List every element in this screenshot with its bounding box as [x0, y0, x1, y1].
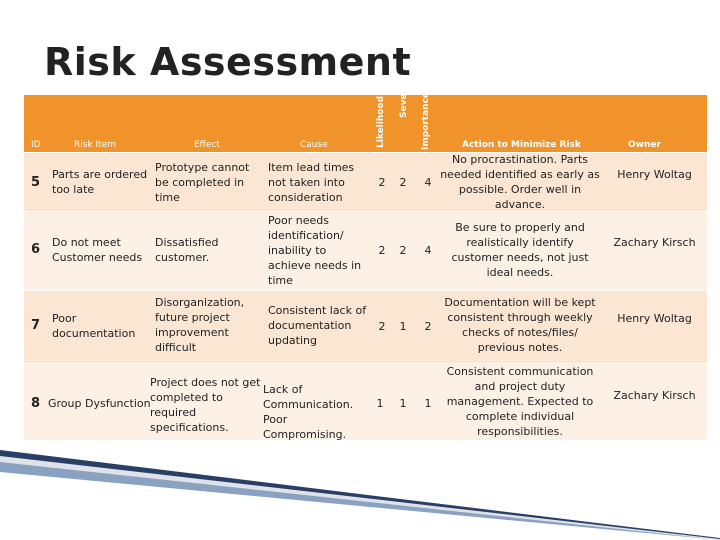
row-id: 6 — [31, 242, 41, 257]
cause-cell: Poor needs identification/ inability to achieve needs in time — [268, 214, 362, 287]
decorative-stripe — [0, 450, 720, 540]
effect-cell: Dissatisfied customer. — [155, 236, 219, 264]
risk-item-cell: Do not meet Customer needs — [52, 236, 143, 264]
likelihood-cell: 1 — [376, 397, 384, 410]
table-header — [24, 95, 707, 152]
importance-cell: 2 — [424, 320, 432, 333]
page-title: Risk Assessment — [44, 40, 412, 84]
likelihood-cell: 2 — [378, 176, 386, 189]
cause-cell: Consistent lack of documentation updating — [268, 304, 367, 347]
effect-cell: Project does not get completed to required specifications. — [150, 376, 261, 434]
action-cell: No procrastination. Parts needed identified as early as possible. Order well in advance. — [440, 153, 600, 211]
header-importance: Importance — [421, 91, 431, 150]
action-cell: Documentation will be kept consistent through weekly checks of notes/files/ previous notes. — [444, 296, 596, 354]
header-cause: Cause — [300, 140, 328, 150]
importance-cell: 1 — [424, 397, 432, 410]
severity-cell: 2 — [399, 176, 407, 189]
owner-cell: Henry Woltag — [617, 168, 692, 181]
header-id: ID — [31, 140, 41, 150]
importance-cell: 4 — [424, 176, 432, 189]
owner-cell: Zachary Kirsch — [613, 389, 696, 402]
risk-item-cell: Group Dysfunction — [48, 397, 151, 410]
owner-cell: Zachary Kirsch — [613, 236, 696, 249]
severity-cell: 2 — [399, 244, 407, 257]
header-action: Action to Minimize Risk — [462, 140, 581, 150]
cause-cell: Lack of Communication. Poor Compromising. — [263, 383, 354, 441]
likelihood-cell: 2 — [378, 320, 386, 333]
likelihood-cell: 2 — [378, 244, 386, 257]
header-effect: Effect — [194, 140, 220, 150]
row-id: 8 — [31, 396, 41, 411]
header-risk-item: Risk Item — [74, 140, 117, 150]
effect-cell: Disorganization, future project improvement difficult — [155, 296, 245, 354]
header-owner: Owner — [628, 140, 661, 150]
header-likelihood: Likelihood — [376, 95, 386, 148]
risk-item-cell: Parts are ordered too late — [52, 168, 148, 196]
importance-cell: 4 — [424, 244, 432, 257]
action-cell: Consistent communication and project duty management. Expected to complete individual responsibilities. — [446, 365, 594, 438]
action-cell: Be sure to properly and realistically identify customer needs, not just ideal needs. — [451, 221, 589, 279]
row-id: 7 — [31, 318, 41, 333]
effect-cell: Prototype cannot be completed in time — [155, 161, 250, 204]
severity-cell: 1 — [399, 320, 407, 333]
severity-cell: 1 — [399, 397, 407, 410]
row-id: 5 — [31, 175, 41, 190]
risk-item-cell: Poor documentation — [52, 312, 136, 340]
cause-cell: Item lead times not taken into consideration — [268, 161, 355, 204]
header-severity: Severity — [399, 75, 409, 118]
owner-cell: Henry Woltag — [617, 312, 692, 325]
